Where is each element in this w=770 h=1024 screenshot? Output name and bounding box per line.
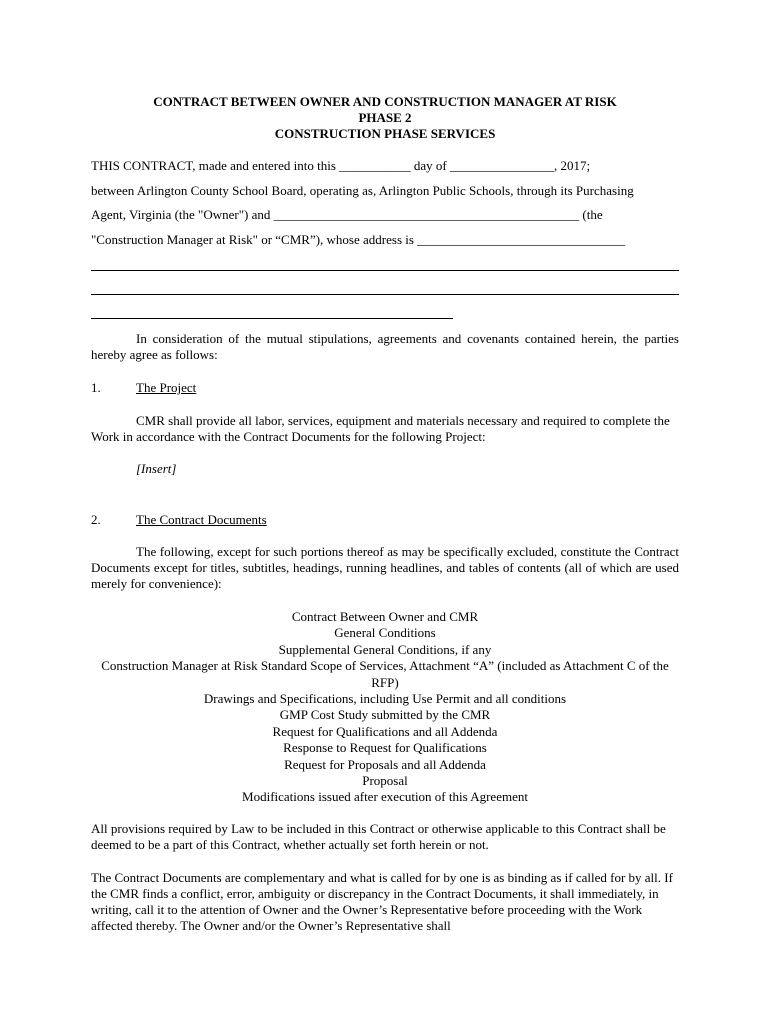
section-1-title: The Project	[136, 380, 197, 395]
contract-heading	[91, 94, 679, 142]
list-item: Request for Proposals and all Addenda	[284, 756, 486, 772]
project-insert-placeholder: [Insert]	[136, 461, 177, 476]
heading-title: CONTRACT BETWEEN OWNER AND CONSTRUCTION MANAGER AT RISK	[153, 94, 617, 109]
list-item: Modifications issued after execution of this Agreement	[242, 789, 528, 805]
complementary-paragraph: The Contract Documents are complementary and what is called for by one is as binding as if called for by all. If the CMR finds a conflict, error, ambiguity or discrepancy in the Contract Documents, it shall immediately, in writing, call it to the attention of Owner and the Owner’s Representative before proceeding with the Work affected thereby. The Owner and/or the Owner’s Representative shall	[91, 870, 673, 933]
section-1-number: 1.	[91, 380, 101, 395]
intro-line-4: "Construction Manager at Risk" or “CMR”), whose address is ________________________________	[91, 232, 626, 247]
list-item: Drawings and Specifications, including Use Permit and all conditions	[203, 691, 567, 707]
intro-line-1: THIS CONTRACT, made and entered into this ___________ day of ________________, 2017;	[91, 158, 591, 173]
intro-line-2: between Arlington County School Board, operating as, Arlington Public Schools, through its Purchasing	[91, 183, 634, 198]
section-2-title: The Contract Documents	[136, 512, 267, 527]
section-1-body: CMR shall provide all labor, services, equipment and materials necessary and required to complete the Work in accordance with the Contract Documents for the following Project:	[91, 413, 670, 444]
heading-phase: PHASE 2	[358, 110, 412, 125]
list-item: Contract Between Owner and CMR	[291, 609, 479, 624]
list-item: Supplemental General Conditions, if any	[278, 641, 492, 657]
consideration-paragraph: In consideration of the mutual stipulations, agreements and covenants contained herein, the parties hereby agree as follows:	[91, 331, 679, 362]
section-2-number: 2.	[91, 512, 101, 527]
intro-line-3: Agent, Virginia (the "Owner") and _______________________________________________ (the	[91, 207, 603, 222]
address-rule-2	[91, 294, 679, 295]
list-item: Request for Qualifications and all Addenda	[272, 723, 498, 739]
list-item: GMP Cost Study submitted by the CMR	[279, 707, 491, 723]
heading-subtitle: CONSTRUCTION PHASE SERVICES	[274, 126, 496, 141]
list-item: General Conditions	[334, 625, 436, 641]
provisions-paragraph: All provisions required by Law to be included in this Contract or otherwise applicable to this Contract shall be deemed to be a part of this Contract, whether actually set forth herein or not.	[91, 821, 666, 852]
list-item: Construction Manager at Risk Standard Scope of Services, Attachment “A” (included as Attachment C of the RFP)	[101, 658, 669, 690]
address-rule-1	[91, 270, 679, 271]
address-rule-3	[91, 318, 453, 319]
list-item: Response to Request for Qualifications	[283, 740, 487, 756]
section-2-body: The following, except for such portions thereof as may be specifically excluded, constitute the Contract Documents except for titles, subtitles, headings, running headlines, and tables of contents (all of which are used merely for convenience):	[91, 544, 679, 591]
contract-documents-list	[91, 609, 679, 806]
list-item: Proposal	[362, 773, 408, 789]
